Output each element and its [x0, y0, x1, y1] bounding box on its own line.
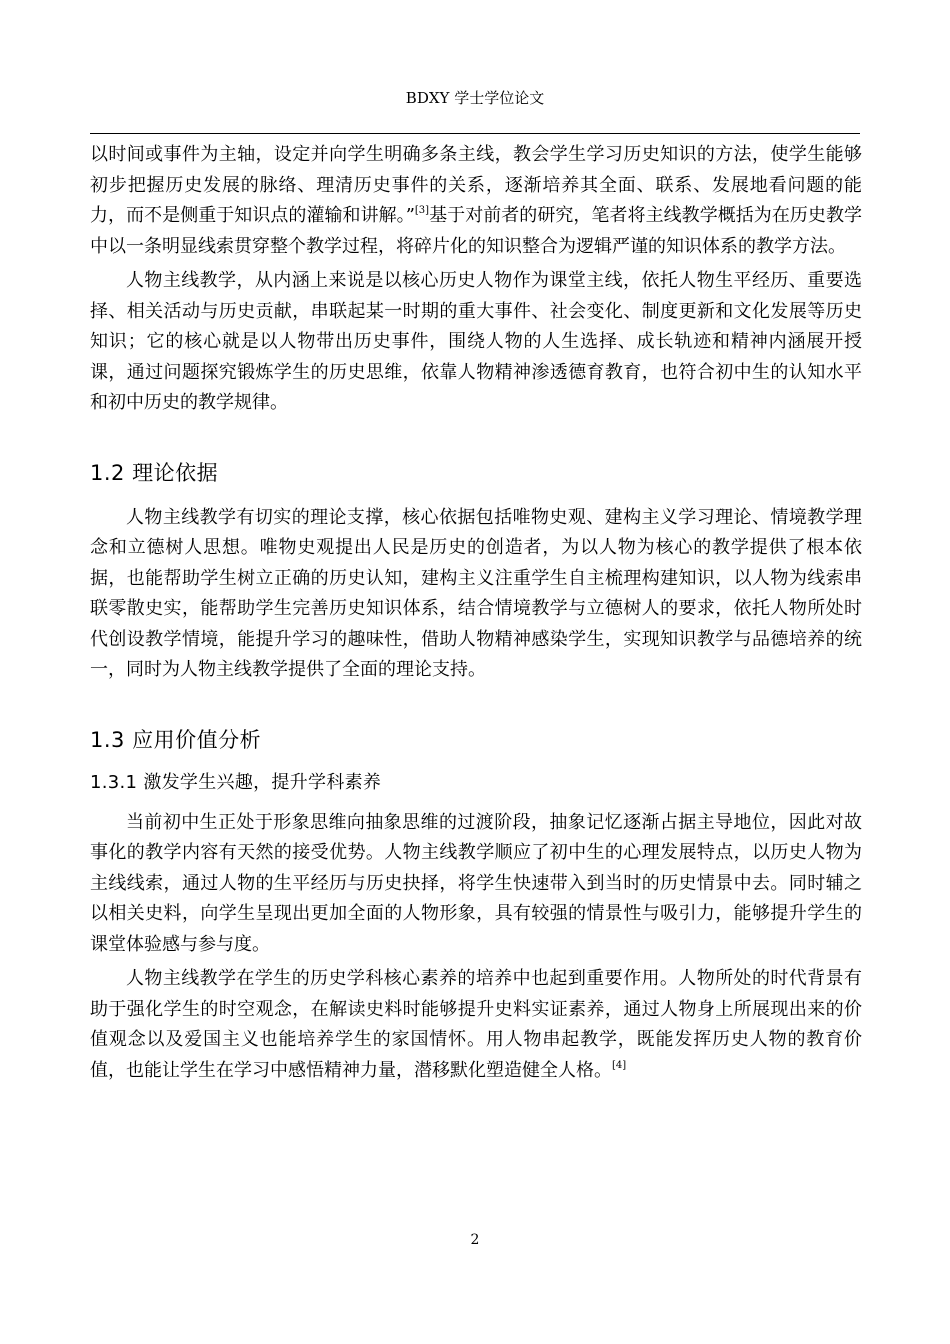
- paragraph-continued: [90, 140, 862, 262]
- page-number: 2: [470, 1232, 480, 1248]
- paragraph-text-after-citation: 基于对前者的研究，笔者将主线教学概括为在历史教学中以一条明显线索贯穿整个教学过程，将碎片化的知识整合为逻辑严谨的知识体系的教学方法。: [90, 205, 863, 257]
- running-header: BDXY 学士学位论文: [405, 89, 545, 107]
- paragraph-theory: 人物主线教学有切实的理论支撑，核心依据包括唯物史观、建构主义学习理论、情境教学理念和立德树人思想。唯物史观提出人民是历史的创造者，为以人物为核心的教学提供了根本依据，也能帮助学生树立正确的历史认知，建构主义注重学生自主梳理构建知识，以人物为线索串联零散史实，能帮助学生完善历史知识体系，结合情境教学与立德树人的要求，依托人物所处时代创设教学情境，能提升学习的趣味性，借助人物精神感染学生，实现知识教学与品德培养的统一，同时为人物主线教学提供了全面的理论支持。: [90, 506, 862, 680]
- paragraph-literacy: [90, 964, 862, 1086]
- paragraph-text: 以时间或事件为主轴，设定并向学生明确多条主线，教会学生学习历史知识的方法，使学生能够初步把握历史发展的脉络、理清历史事件的关系，逐渐培养其全面、联系、发展地看问题的能力，而不是侧重于知识点的灌输和讲解。”: [90, 144, 862, 226]
- section-heading-1-3: 1.3 应用价值分析: [90, 727, 262, 752]
- paragraph-definition: 人物主线教学，从内涵上来说是以核心历史人物作为课堂主线，依托人物生平经历、重要选择、相关活动与历史贡献，串联起某一时期的重大事件、社会变化、制度更新和文化发展等历史知识；它的核心就是以人物带出历史事件，围绕人物的人生选择、成长轨迹和精神内涵展开授课，通过问题探究锻炼学生的历史思维，依靠人物精神渗透德育教育，也符合初中生的认知水平和初中历史的教学规律。: [90, 270, 862, 413]
- citation-3: [3]: [414, 205, 430, 216]
- paragraph-interest: 当前初中生正处于形象思维向抽象思维的过渡阶段，抽象记忆逐渐占据主导地位，因此对故事化的教学内容有天然的接受优势。人物主线教学顺应了初中生的心理发展特点，以历史人物为主线线索，通过人物的生平经历与历史抉择，将学生快速带入到当时的历史情景中去。同时辅之以相关史料，向学生呈现出更加全面的人物形象，具有较强的情景性与吸引力，能够提升学生的课堂体验感与参与度。: [90, 811, 862, 955]
- citation-4: [4]: [612, 1059, 627, 1071]
- header-rule: [90, 133, 860, 134]
- page-body: [90, 140, 862, 1086]
- section-heading-1-2: 1.2 理论依据: [90, 460, 219, 485]
- paragraph-text: 人物主线教学在学生的历史学科核心素养的培养中也起到重要作用。人物所处的时代背景有助于强化学生的时空观念，在解读史料时能够提升史料实证素养，通过人物身上所展现出来的价值观念以及爱国主义也能培养学生的家国情怀。用人物串起教学，既能发挥历史人物的教育价值，也能让学生在学习中感悟精神力量，潜移默化塑造健全人格。: [90, 968, 862, 1081]
- subsection-heading-1-3-1: 1.3.1 激发学生兴趣，提升学科素养: [90, 771, 382, 793]
